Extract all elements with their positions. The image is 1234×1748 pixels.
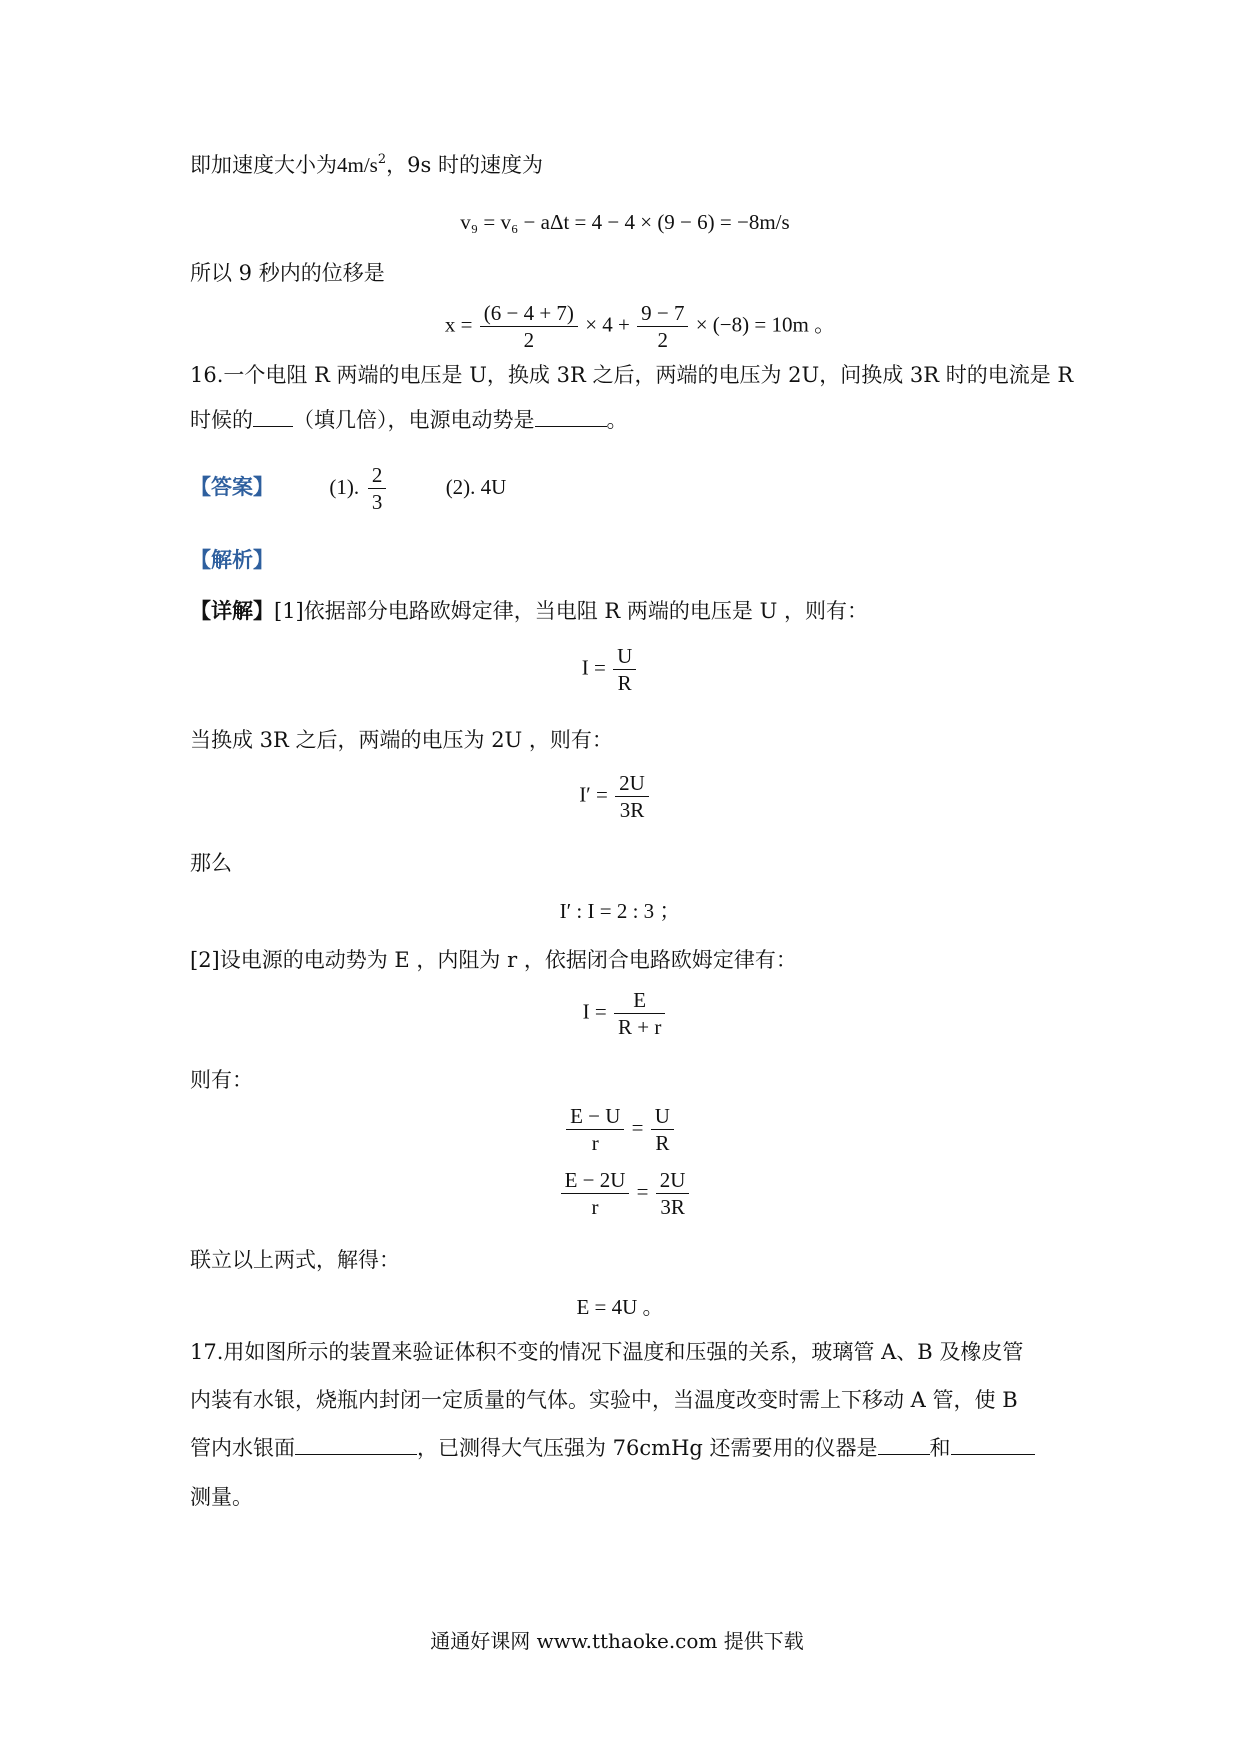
details-label: 【详解】 [190,598,274,623]
eq-part: I = [582,999,607,1024]
equation-text: I′ : I = 2 : 3 ； [559,899,681,923]
fraction [637,300,688,353]
equals-sign: = [636,1179,649,1204]
text-line-displacement [190,258,385,288]
text: 和 [929,1436,951,1460]
text-line-then [190,848,232,878]
answer-1-prefix: (1). [329,475,360,499]
text: 。 [606,408,628,432]
text: ，已测得大气压强为 76cmHg 还需要用的仪器是 [417,1436,878,1460]
denominator: 2 [657,328,669,352]
denominator: 3R [660,1195,685,1219]
denominator: R [655,1131,670,1155]
answer-label: 【答案】 [190,474,274,499]
text: 那么 [190,851,232,875]
question-17-line-4 [190,1482,253,1512]
question-17-line-1 [190,1337,1023,1367]
eq-part: x = [444,312,473,337]
answer-2: (2). 4U [445,475,507,499]
equation-system-2 [540,1167,710,1220]
equation-system-1 [540,1103,700,1156]
denominator: 2 [523,328,535,352]
details-line [190,596,868,626]
denominator: R + r [618,1015,662,1039]
fraction [656,1167,690,1220]
analysis-label-line [190,545,274,575]
equals-sign: = [631,1115,644,1140]
text: 16.一个电阻 R 两端的电压是 U，换成 3R 之后，两端的电压为 2U，问换成 3R 时的电流是 R [190,363,1074,387]
text: 即加速度大小为 [190,153,337,177]
answer-blank [295,1434,417,1455]
text: 则有： [190,1068,253,1092]
equation-velocity [400,208,850,236]
fraction [614,987,665,1040]
answer-blank [535,406,607,427]
equation-ohm-2 [540,770,690,823]
fraction [561,1167,630,1220]
equation-ratio [520,897,720,925]
text: [2]设电源的电动势为 E ，内阻为 r ，依据闭合电路欧姆定律有： [190,948,797,972]
exponent: 2 [377,152,387,167]
numerator: E [614,987,665,1014]
analysis-label: 【解析】 [190,547,274,572]
fraction [613,643,636,696]
text: 时候的 [190,408,253,432]
eq-part: × 4 + [585,312,630,337]
text: 内装有水银，烧瓶内封闭一定质量的气体。实验中，当温度改变时需上下移动 A 管，使 B [190,1388,1018,1412]
answer-blank [878,1434,930,1455]
text: 联立以上两式，解得： [190,1248,400,1272]
numerator: E − U [566,1103,624,1130]
text: （填几倍），电源电动势是 [293,408,535,432]
question-16-line-2 [190,405,628,435]
page-footer: 通通好课网 www.tthaoke.com 提供下载 [430,1629,804,1653]
equation-ohm-1 [540,643,680,696]
fraction [480,300,578,353]
equation-displacement [390,300,890,353]
equation-closed-circuit [540,987,710,1040]
question-17-line-2 [190,1385,1018,1415]
text-line-emf [190,945,797,975]
text-line-solve [190,1245,400,1275]
fraction [651,1103,674,1156]
text: 管内水银面 [190,1436,295,1460]
answer-blank [253,406,293,427]
denominator: R [617,671,632,695]
answer-line [190,462,506,515]
numerator: 2 [368,462,387,489]
eq-part: I′ = [579,782,608,807]
text: 测量。 [190,1485,253,1509]
denominator: 3 [371,490,383,514]
numerator: 2U [656,1167,690,1194]
fraction [566,1103,624,1156]
numerator: 2U [615,770,649,797]
text-line-acceleration [190,150,543,180]
numerator: E − 2U [561,1167,630,1194]
numerator: U [651,1103,674,1130]
text: 17.用如图所示的装置来验证体积不变的情况下温度和压强的关系，玻璃管 A、B 及橡皮管 [190,1340,1024,1364]
text-line-have [190,1065,253,1095]
equation-text: E = 4U 。 [576,1295,664,1319]
eq-part: × (−8) = 10m 。 [695,312,836,337]
question-17-line-3 [190,1433,1035,1463]
equation-text: v₉ = v₆ − aΔt = 4 − 4 × (9 − 6) = −8m/s [460,210,790,234]
text: ，9s 时的速度为 [386,153,543,177]
denominator: 3R [619,798,645,822]
answer-blank [951,1434,1035,1455]
text-line-3r [190,725,613,755]
unit: 4m/s [337,153,378,177]
answer-1-fraction [368,462,387,515]
question-16-line-1 [190,360,1073,390]
text: [1]依据部分电路欧姆定律，当电阻 R 两端的电压是 U ，则有： [274,599,868,623]
eq-part: I = [581,655,606,680]
text: 所以 9 秒内的位移是 [190,261,385,285]
denominator: r [591,1131,599,1155]
fraction [615,770,649,823]
equation-result [540,1293,700,1321]
denominator: r [591,1195,599,1219]
numerator: U [613,643,636,670]
text: 当换成 3R 之后，两端的电压为 2U ，则有： [190,728,613,752]
numerator: 9 − 7 [637,300,688,327]
numerator: (6 − 4 + 7) [480,300,578,327]
